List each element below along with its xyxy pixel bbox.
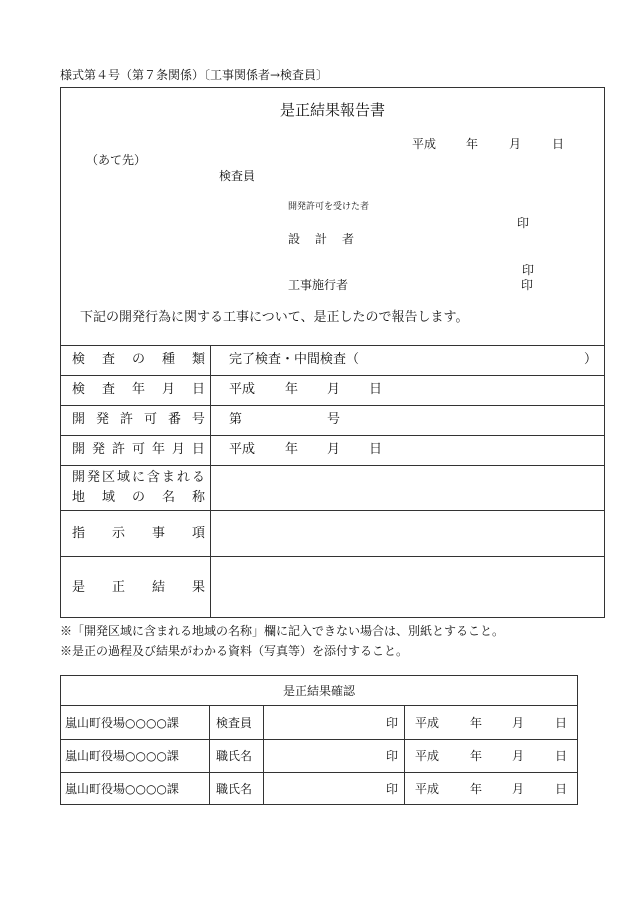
seal-mark: 印 <box>386 782 399 796</box>
report-statement: 下記の開発行為に関する工事について、是正したので報告します。 <box>80 310 469 325</box>
table-row-label: 開 発 区 域 に 含 ま れ る <box>72 470 205 485</box>
table-row-label: 是 正 結 果 <box>72 580 205 595</box>
table-row-label: 開 発 許 可 年 月 日 <box>72 442 205 457</box>
table-line <box>60 556 605 557</box>
table-line <box>60 705 578 706</box>
role-label: 検査員 <box>216 716 253 730</box>
table-line <box>60 772 578 773</box>
table-line <box>60 345 605 346</box>
confirmation-title: 是正結果確認 <box>282 684 355 698</box>
page: 様式第４号（第７条関係）〔工事関係者→検査員〕 是正結果報告書 平成 年 月 日 （あて先） 検査員 開発許可を受けた者 印 設 計 者 印 工事施行者 印 下記の開発行為に関する工事について、是正したので報告します。 検 査 の 種 類 完了検査・中間検査（ ） 検 査 年 月 日 平成 年 月 日 開 発 許 可 番 号 第 号 開 発 許 可 年 月 日 平成 年 月 日 開 発 区 域 に 含 ま れ る 地 域 の 名 称 指 示 事 項 是 正 結 果 ※「開発区域に含まれる地域の名称」欄に記入できない場合は、別紙とすること。 ※是正の過程及び結果がわかる資料（写真等）を添付すること。 是正結果確認 嵐山町役場○○○○課 検査員 印 平成 年 月 日 嵐山町役場○○○○課 職氏名 印 平成 年 月 日 嵐山町役場○○○○課 職氏名 印 平成 年 月 日 <box>0 0 630 915</box>
table-divider <box>263 705 264 805</box>
office-name: 嵐山町役場○○○○課 <box>65 782 179 796</box>
table-row-label: 開 発 許 可 番 号 <box>72 412 205 427</box>
designer-label: 設 計 者 <box>288 232 354 246</box>
table-row-label: 検 査 年 月 日 <box>72 382 205 397</box>
seal-mark: 印 <box>386 749 399 763</box>
table-row-label: 指 示 事 項 <box>72 526 205 541</box>
table-line <box>60 510 605 511</box>
table-line <box>60 375 605 376</box>
office-name: 嵐山町役場○○○○課 <box>65 749 179 763</box>
table-line <box>60 405 605 406</box>
addressee: （あて先） <box>86 153 147 167</box>
seal-mark: 印 <box>521 278 534 292</box>
table-line <box>60 435 605 436</box>
seal-mark: 印 <box>517 216 530 230</box>
role-label: 職氏名 <box>216 749 253 763</box>
table-divider <box>404 705 405 805</box>
close-paren: ） <box>584 352 598 367</box>
report-title: 是正結果報告書 <box>279 101 385 119</box>
office-name: 嵐山町役場○○○○課 <box>65 716 179 730</box>
permit-holder-label: 開発許可を受けた者 <box>288 202 370 212</box>
contractor-label: 工事施行者 <box>288 278 349 292</box>
note: ※「開発区域に含まれる地域の名称」欄に記入できない場合は、別紙とすること。 <box>60 624 505 638</box>
table-row-label: 検 査 の 種 類 <box>72 352 205 367</box>
inspection-type-value: 完了検査・中間検査（ <box>229 352 360 367</box>
seal-mark: 印 <box>386 716 399 730</box>
note: ※是正の過程及び結果がわかる資料（写真等）を添付すること。 <box>60 644 409 658</box>
table-line <box>60 465 605 466</box>
table-line <box>60 739 578 740</box>
table-divider <box>209 705 210 805</box>
seal-mark: 印 <box>522 263 535 277</box>
table-divider <box>210 345 211 618</box>
form-label: 様式第４号（第７条関係）〔工事関係者→検査員〕 <box>60 68 329 82</box>
inspector-label: 検査員 <box>219 169 256 183</box>
role-label: 職氏名 <box>216 782 253 796</box>
table-row-label: 地 域 の 名 称 <box>72 490 205 505</box>
